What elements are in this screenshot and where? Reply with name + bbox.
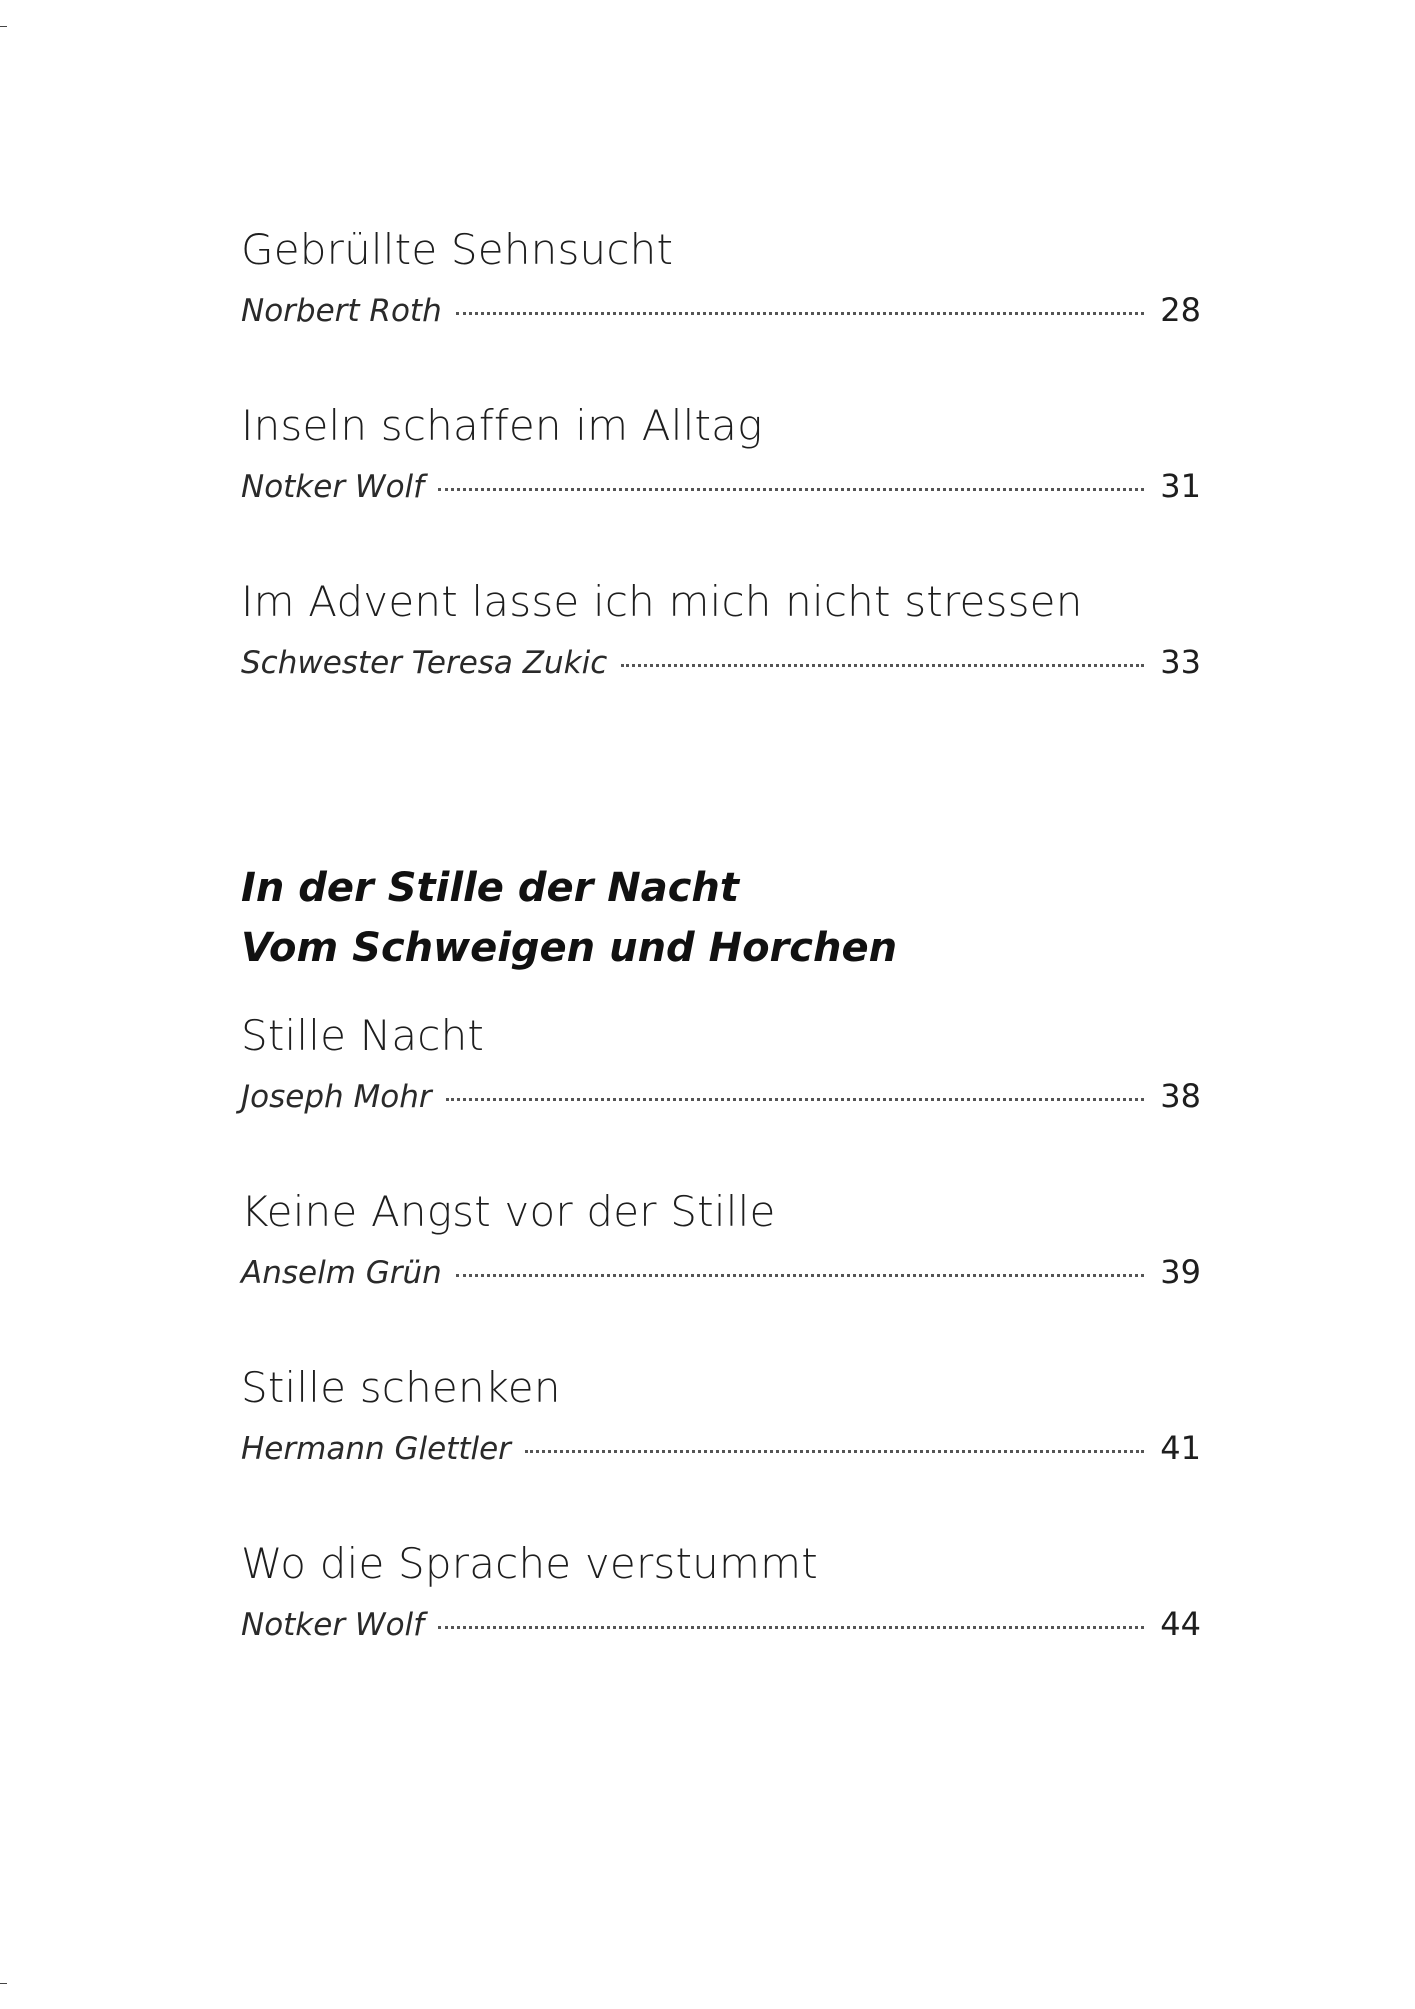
entry-page-number: 44: [1160, 1605, 1201, 1643]
crop-mark-top: [0, 26, 7, 27]
entry-title: Gebrüllte Sehnsucht: [241, 225, 674, 274]
entry-author: Hermann Glettler: [241, 1431, 511, 1467]
dot-leader: [525, 1450, 1144, 1453]
section-title: In der Stille der Nacht: [241, 865, 740, 911]
entry-author-line: [241, 1076, 1201, 1117]
entry-title: Im Advent lasse ich mich nicht stressen: [241, 577, 1083, 626]
dot-leader: [456, 1274, 1144, 1277]
dot-leader: [621, 664, 1144, 667]
entry-author: Notker Wolf: [241, 469, 425, 505]
entry-author: Joseph Mohr: [241, 1079, 432, 1115]
section-subtitle: Vom Schweigen und Horchen: [241, 925, 898, 971]
entry-author-line: [241, 1604, 1201, 1645]
entry-title: Wo die Sprache verstummt: [241, 1539, 818, 1588]
entry-author: Schwester Teresa Zukic: [241, 645, 608, 681]
dot-leader: [446, 1098, 1145, 1101]
entry-page-number: 31: [1160, 467, 1201, 505]
entry-title: Inseln schaffen im Alltag: [241, 401, 763, 450]
section-heading: [241, 858, 1201, 978]
entry-title: Stille schenken: [241, 1363, 561, 1412]
entry-author: Norbert Roth: [241, 293, 442, 329]
entry-author: Anselm Grün: [241, 1255, 442, 1291]
entry-author: Notker Wolf: [241, 1607, 425, 1643]
entry-title: Stille Nacht: [241, 1011, 485, 1060]
dot-leader: [456, 312, 1145, 315]
entry-page-number: 39: [1160, 1253, 1201, 1291]
entry-author-line: [241, 1428, 1201, 1469]
entry-page-number: 33: [1160, 643, 1201, 681]
entry-author-line: [241, 642, 1201, 683]
entry-author-line: [241, 1252, 1201, 1293]
entry-author-line: [241, 466, 1201, 507]
entry-page-number: 38: [1160, 1077, 1201, 1115]
entry-page-number: 41: [1160, 1429, 1201, 1467]
dot-leader: [438, 1626, 1144, 1629]
entry-page-number: 28: [1160, 291, 1201, 329]
crop-mark-bottom: [0, 1983, 7, 1984]
entry-title: Keine Angst vor der Stille: [241, 1187, 776, 1236]
dot-leader: [438, 488, 1144, 491]
entry-author-line: [241, 290, 1201, 331]
